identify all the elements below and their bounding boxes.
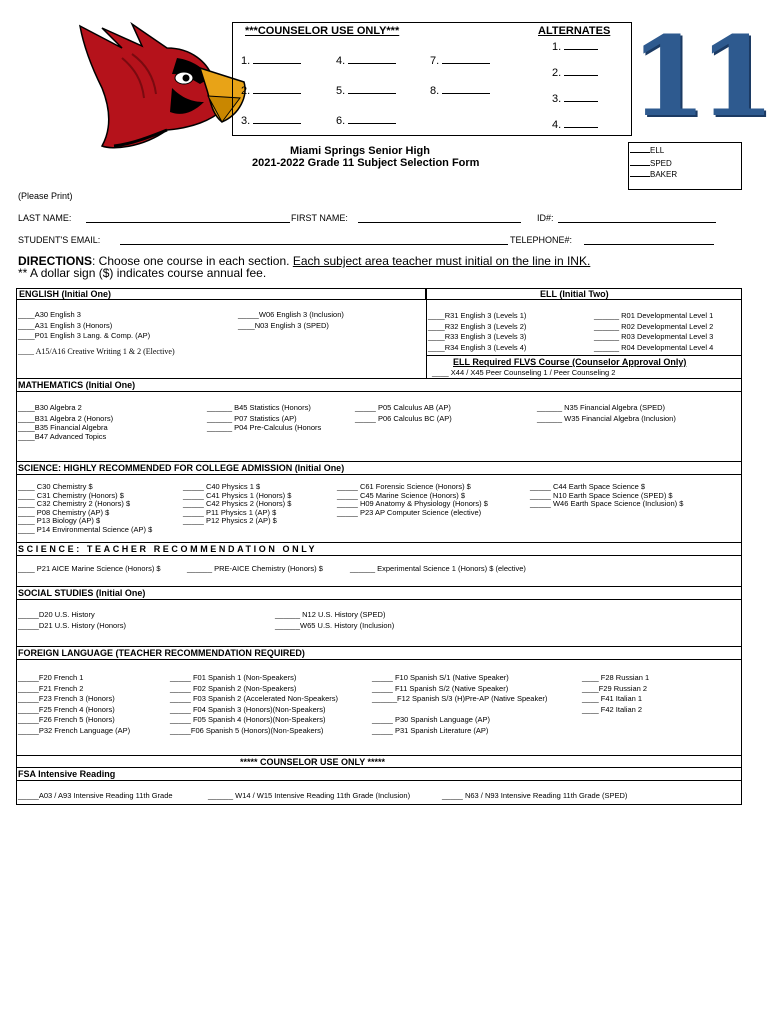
course-option[interactable]: _____ P05 Calculus AB (AP): [355, 403, 451, 412]
course-option[interactable]: _____ C45 Marine Science (Honors) $: [337, 490, 465, 500]
please-print: (Please Print): [18, 191, 73, 201]
course-option[interactable]: _____ F01 Spanish 1 (Non-Speakers): [170, 673, 297, 682]
alternate-slot-3[interactable]: 3.: [552, 93, 598, 105]
course-option[interactable]: _____ H09 Anatomy & Physiology (Honors) $: [337, 499, 488, 509]
course-option[interactable]: ____B47 Advanced Topics: [18, 432, 107, 441]
course-option[interactable]: _____ F05 Spanish 4 (Honors)(Non-Speakers): [170, 715, 326, 724]
course-option[interactable]: _____F21 French 2: [18, 683, 84, 693]
course-option[interactable]: _____F25 French 4 (Honors): [18, 704, 115, 714]
alternate-slot-2[interactable]: 2.: [552, 67, 598, 79]
course-option[interactable]: ______ R02 Developmental Level 2: [594, 321, 714, 331]
foreign-col3: [372, 673, 547, 736]
course-option[interactable]: ____N03 English 3 (SPED): [238, 320, 329, 330]
course-option[interactable]: _____ W46 Earth Space Science (Inclusion) $: [530, 499, 684, 509]
school-name: Miami Springs Senior High: [290, 145, 430, 157]
course-option[interactable]: _____ P12 Physics 2 (AP) $: [183, 516, 277, 526]
course-option[interactable]: _____W06 English 3 (Inclusion): [238, 310, 344, 319]
course-option[interactable]: ____R32 English 3 (Levels 2): [428, 321, 527, 331]
social-header: SOCIAL STUDIES (Initial One): [18, 588, 146, 598]
course-option[interactable]: ______ R04 Developmental Level 4: [594, 342, 714, 352]
science-header: SCIENCE: HIGHLY RECOMMENDED FOR COLLEGE ADMISSION (Initial One): [18, 463, 345, 473]
ell-col2: [594, 311, 713, 353]
course-option[interactable]: ______ R03 Developmental Level 3: [594, 332, 714, 341]
alternate-slot-4[interactable]: 4.: [552, 119, 598, 131]
course-option[interactable]: ____B31 Algebra 2 (Honors): [18, 413, 114, 423]
course-option[interactable]: ____ P13 Biology (AP) $: [18, 516, 101, 526]
course-option[interactable]: ______ P07 Statistics (AP): [207, 413, 297, 423]
foreign-col4: [582, 673, 649, 715]
course-option[interactable]: _____D20 U.S. History: [18, 610, 95, 619]
flag-baker[interactable]: BAKER: [630, 170, 677, 179]
science-col4: [530, 483, 683, 509]
course-option[interactable]: _____ F11 Spanish S/2 (Native Speaker): [372, 683, 509, 693]
course-option[interactable]: _____ P30 Spanish Language (AP): [372, 715, 491, 724]
ell-header: ELL (Initial Two): [540, 289, 609, 299]
counselor-slot-2[interactable]: 2.: [241, 85, 301, 97]
course-option[interactable]: ____ A15/A16 Creative Writing 1 & 2 (Elective): [18, 347, 175, 356]
course-option[interactable]: ______ W35 Financial Algebra (Inclusion): [537, 413, 676, 423]
id-field[interactable]: [558, 222, 716, 223]
course-option[interactable]: ____ F28 Russian 1: [582, 673, 650, 682]
grade-badge: 11: [630, 12, 768, 141]
course-option[interactable]: ____A30 English 3: [18, 310, 81, 319]
counselor-footer: ***** COUNSELOR USE ONLY *****: [240, 757, 386, 767]
counselor-slot-6[interactable]: 6.: [336, 115, 396, 127]
course-option[interactable]: _____ C41 Physics 1 (Honors) $: [183, 490, 292, 500]
counselor-title: ***COUNSELOR USE ONLY***: [245, 25, 400, 37]
course-option[interactable]: ____ P21 AICE Marine Science (Honors) $: [18, 564, 161, 573]
course-option[interactable]: ____ F41 Italian 1: [582, 694, 643, 703]
ell-col1: [428, 311, 526, 353]
course-option[interactable]: ____R31 English 3 (Levels 1): [428, 311, 527, 320]
form-title: 2021-2022 Grade 11 Subject Selection Form: [252, 157, 480, 169]
english-col1: [18, 310, 150, 342]
telephone-field[interactable]: [584, 244, 714, 245]
course-option[interactable]: ______W65 U.S. History (Inclusion): [275, 620, 395, 630]
course-option[interactable]: ______F12 Spanish S/3 (H)Pre-AP (Native Speaker): [372, 694, 548, 703]
course-option[interactable]: _____ F02 Spanish 2 (Non-Speakers): [170, 683, 297, 693]
english-header: ENGLISH (Initial One): [16, 288, 426, 299]
course-option[interactable]: _____F20 French 1: [18, 673, 84, 682]
course-option[interactable]: _____F06 Spanish 5 (Honors)(Non-Speakers): [170, 725, 324, 735]
course-option[interactable]: _____A03 / A93 Intensive Reading 11th Grade: [18, 791, 173, 800]
course-option[interactable]: _____ P06 Calculus BC (AP): [355, 413, 452, 423]
course-option[interactable]: _____ C42 Physics 2 (Honors) $: [183, 499, 292, 509]
alternates-title: ALTERNATES: [538, 25, 611, 37]
course-option[interactable]: _____ N10 Earth Space Science (SPED) $: [530, 490, 673, 500]
course-option[interactable]: _____ C61 Forensic Science (Honors) $: [337, 482, 471, 491]
id-label: ID#:: [537, 213, 554, 223]
course-option[interactable]: ____B30 Algebra 2: [18, 403, 82, 412]
math-col4: [537, 403, 676, 424]
course-option[interactable]: ____ P08 Chemistry (AP) $: [18, 507, 110, 517]
counselor-slot-8[interactable]: 8.: [430, 85, 490, 97]
course-option[interactable]: ____ C31 Chemistry (Honors) $: [18, 490, 124, 500]
counselor-slot-4[interactable]: 4.: [336, 55, 396, 67]
science-col1: [18, 483, 152, 535]
science-teacher-header: SCIENCE: TEACHER RECOMMENDATION ONLY: [18, 544, 318, 554]
social-col1: [18, 610, 126, 631]
course-option[interactable]: ______ Experimental Science 1 (Honors) $ (elective): [350, 564, 526, 573]
course-option[interactable]: ____A31 English 3 (Honors): [18, 320, 113, 330]
course-option[interactable]: ____P01 English 3 Lang. & Comp. (AP): [18, 331, 151, 340]
course-option[interactable]: ____ C32 Chemistry 2 (Honors) $: [18, 499, 131, 509]
foreign-header: FOREIGN LANGUAGE (TEACHER RECOMMENDATION REQUIRED): [18, 648, 305, 658]
telephone-label: TELEPHONE#:: [510, 235, 573, 245]
course-option[interactable]: _____F26 French 5 (Honors): [18, 715, 115, 724]
directions-note: ** A dollar sign ($) indicates course annual fee.: [18, 266, 267, 280]
math-header: MATHEMATICS (Initial One): [18, 380, 136, 390]
foreign-col2: [170, 673, 338, 736]
counselor-slot-5[interactable]: 5.: [336, 85, 396, 97]
course-option[interactable]: _____ C44 Earth Space Science $: [530, 482, 646, 491]
course-option[interactable]: _____ F04 Spanish 3 (Honors)(Non-Speakers): [170, 704, 326, 714]
flag-ell[interactable]: ELL: [630, 146, 664, 155]
social-col2: [275, 610, 394, 631]
course-option[interactable]: ______ N35 Financial Algebra (SPED): [537, 403, 666, 412]
flag-sped[interactable]: SPED: [630, 159, 672, 168]
course-option[interactable]: ______ PRE-AICE Chemistry (Honors) $: [187, 564, 323, 573]
course-option[interactable]: ____R33 English 3 (Levels 3): [428, 332, 527, 341]
counselor-slot-1[interactable]: 1.: [241, 55, 301, 67]
course-option[interactable]: ____ P14 Environmental Science (AP) $: [18, 524, 153, 534]
last-name-label: LAST NAME:: [18, 213, 72, 223]
email-field[interactable]: [120, 244, 508, 245]
foreign-col1: [18, 673, 130, 736]
math-col2: [207, 403, 321, 432]
email-label: STUDENT'S EMAIL:: [18, 235, 101, 245]
course-option[interactable]: ______ B45 Statistics (Honors): [207, 403, 311, 412]
science-col2: [183, 483, 291, 526]
cardinal-mascot-logo: [72, 18, 252, 150]
math-col1: [18, 403, 113, 441]
ell-flvs-title: ELL Required FLVS Course (Counselor Approval Only): [453, 357, 687, 367]
math-col3: [355, 403, 452, 424]
course-option[interactable]: _____ N63 / N93 Intensive Reading 11th Grade (SPED): [442, 791, 628, 800]
course-option[interactable]: ______ W14 / W15 Intensive Reading 11th Grade (Inclusion): [208, 791, 411, 800]
course-option[interactable]: ____ C30 Chemistry $: [18, 482, 93, 491]
english-col2: [238, 310, 344, 331]
directions-label: DIRECTIONS: [18, 254, 93, 268]
course-option[interactable]: ______ R01 Developmental Level 1: [594, 311, 714, 320]
course-option[interactable]: _____ P31 Spanish Literature (AP): [372, 725, 489, 735]
last-name-field[interactable]: [86, 222, 290, 223]
first-name-label: FIRST NAME:: [291, 213, 348, 223]
science-col3: [337, 483, 488, 517]
course-option[interactable]: ______ N12 U.S. History (SPED): [275, 610, 386, 619]
course-option[interactable]: _____D21 U.S. History (Honors): [18, 620, 126, 630]
fsa-header: FSA Intensive Reading: [18, 769, 116, 779]
course-option[interactable]: ____F29 Russian 2: [582, 683, 648, 693]
course-option[interactable]: ____R34 English 3 (Levels 4): [428, 342, 527, 352]
course-option[interactable]: _____ F03 Spanish 2 (Accelerated Non-Speakers): [170, 694, 339, 703]
course-option[interactable]: _____F23 French 3 (Honors): [18, 694, 115, 703]
course-option[interactable]: _____ P23 AP Computer Science (elective): [337, 507, 482, 517]
counselor-slot-3[interactable]: 3.: [241, 115, 301, 127]
course-option[interactable]: ______ P04 Pre-Calculus (Honors: [207, 423, 322, 432]
course-option[interactable]: _____P32 French Language (AP): [18, 725, 131, 735]
course-option[interactable]: ____ X44 / X45 Peer Counseling 1 / Peer Counseling 2: [432, 368, 616, 377]
course-option[interactable]: _____ C40 Physics 1 $: [183, 482, 261, 491]
counselor-slot-7[interactable]: 7.: [430, 55, 490, 67]
first-name-field[interactable]: [358, 222, 521, 223]
course-option[interactable]: _____ P11 Physics 1 (AP) $: [183, 507, 277, 517]
alternate-slot-1[interactable]: 1.: [552, 41, 598, 53]
directions-text: : Choose one course in each section.: [92, 254, 293, 268]
course-option[interactable]: _____ F10 Spanish S/1 (Native Speaker): [372, 673, 509, 682]
course-option[interactable]: ____B35 Financial Algebra: [18, 423, 108, 432]
directions-underlined: Each subject area teacher must initial on the line in INK.: [292, 254, 591, 268]
course-option[interactable]: ____ F42 Italian 2: [582, 704, 643, 714]
